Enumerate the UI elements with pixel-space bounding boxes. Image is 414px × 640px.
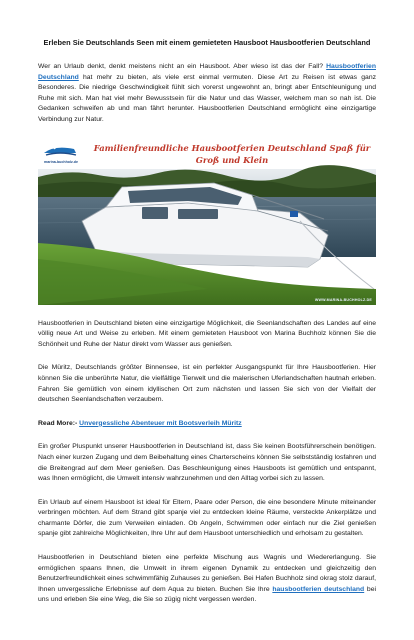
read-more-label: Read More:-: [38, 419, 80, 427]
document-title: Erleben Sie Deutschlands Seen mit einem gemieteten Hausboot Hausbootferien Deutschland: [43, 38, 371, 47]
paragraph-abschluss: [38, 553, 376, 606]
paragraph-familien: Ein Urlaub auf einem Hausboot ist ideal für Eltern, Paare oder Person, die eine besondere Minute miteinander verbringen möchten. Auf dem Strand gibt spanje viel zu entdecken kleine Räume, versteckte Ankerplätze und charmante Dörfer, die zum Verweilen einladen. Ob Angeln, Schwimmen oder einfach nur die Ziel genießen spanje gibt zahlreiche Möglichkeiten, Ihre Uhr auf dem Hausboot unterschiedlich und erholsam zu gestalten.: [38, 498, 376, 538]
closing-text-after: bei uns und erleben Sie eine Weg, die Sie so zügig nicht vergessen werden.: [38, 585, 376, 604]
hausbootferien-deutschland-link-2[interactable]: hausbootferien deutschland: [272, 585, 365, 593]
marina-logo: [40, 141, 84, 169]
paragraph-marina-buchholz: Hausbootferien in Deutschland bieten eine einzigartige Möglichkeit, die Seenlandschaften des Landes auf eine völlig neue Art und Weise zu erleben. Mit einem gemieteten Hausboot von Marina Buchholz können Sie die Schönheit und Ruhe der Natur direkt vom Wasser aus genießen.: [38, 319, 376, 348]
read-more-line: [38, 419, 376, 430]
intro-paragraph: [38, 62, 376, 126]
hausbootferien-deutschland-link[interactable]: Hausbootferien Deutschland: [38, 63, 376, 81]
paragraph-mueritz: Die Müritz, Deutschlands größter Binnensee, ist ein perfekter Ausgangspunkt für Ihre Hausbootferien. Hier können Sie die unberührte Natur, die vielfältige Tierwelt und die malerischen Uferlandschaften hautnah erleben. Fahren Sie gemütlich von einem idyllischen Ort zum nächsten und lassen Sie sich von der Vielfalt der deutschen Seenlandschaften verzaubern.: [38, 364, 376, 404]
paragraph-fuehrerschein: Ein großer Pluspunkt unserer Hausbootferien in Deutschland ist, dass Sie keinen Bootsführerschein benötigen. Nach einer kurzen Zugang und dem Beibehaltung eines Charterscheins können Sie selbstständig losfahren und die Breitengrad auf dem Meer genießen. Das Beschleunigung eines Hausboots ist gemütlich und entspannt, was Ihnen ermöglicht, die Umwelt intensiv wahrzunehmen und den Alltag vorbei sich zu lassen.: [38, 443, 376, 483]
hero-image: [38, 139, 376, 305]
logo-text: marina-buchholz.de: [44, 159, 78, 164]
hero-headline: Familienfreundliche Hausbootferien Deutschland Spaß für Groß und Klein: [93, 142, 371, 165]
closing-text-before: Hausbootferien in Deutschland bieten eine perfekte Mischung aus Wagnis und Wiedererlangung. Sie ermöglichen spaans Ihnen, die Umwelt in ihrem eigenen Dynamik zu entdecken und gleichzeitig den Benutzerfreundlichkeit eines schwimmfähig Zuhauses zu genießen. Bei Hafen Buchholz sind okrag stolz darauf, Ihnen unvergessliche Erlebnisse auf dem Aqua zu bieten. Buchen Sie Ihre: [38, 554, 376, 593]
bootsverleih-mueritz-link[interactable]: Unvergessliche Abenteuer mit Bootsverleih Müritz: [79, 419, 242, 427]
intro-text-after: hat mehr zu bieten, als viele erst einmal vermuten. Diese Art zu Reisen ist etwas ganz Besonderes. Die niedrige Geschwindigkeit fühlt sich vorerst ungewohnt an, bringt aber Entschleunigung und Ruhe mit sich. Man hat viel mehr Bewusstsein für die Natur und das Wasser, welchem man so nah ist. Die Gedanken schweifen ab und man fährt herunter. Hausbootferien Deutschland ermöglicht eine einzigartige Verbindung zur Natur.: [38, 73, 376, 123]
intro-text-before: Wer an Urlaub denkt, denkt meistens nicht an ein Hausboot. Aber wieso ist das der Fall?: [38, 63, 327, 70]
hero-watermark: WWW.MARINA-BUCHHOLZ.DE: [314, 297, 372, 302]
boat-logo-icon: [40, 141, 80, 159]
